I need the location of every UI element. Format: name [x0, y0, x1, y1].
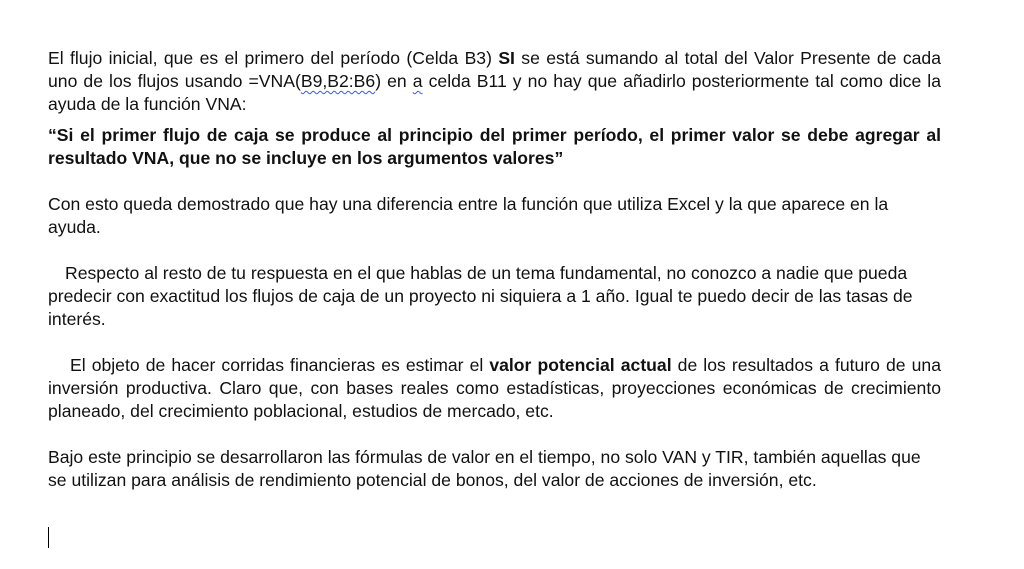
help-quote: “Si el primer flujo de caja se produce al principio del primer período, el primer valor se debe agregar al resultado VNA, que no se incluye en los argumentos valores”	[48, 125, 941, 168]
p1-text-1: El flujo inicial, que es el primero del período (Celda B3)	[48, 48, 499, 68]
paragraph-spacer	[48, 239, 941, 262]
spellcheck-word-a: a	[412, 71, 423, 91]
paragraph-financial-runs	[48, 354, 941, 423]
p4-text-2: de los resultados a futuro de una inversión productiva. Claro que, con bases reales como estadísticas, proyecciones económicas de crecimiento planeado, del crecimiento poblacional, estudios de mercado, etc.	[48, 355, 941, 421]
paragraph-spacer	[48, 331, 941, 354]
spellcheck-formula-args: B9,B2:B6	[300, 71, 376, 91]
paragraph-spacer	[48, 170, 941, 193]
paragraph-forecast: Respecto al resto de tu respuesta en el que hablas de un tema fundamental, no conozco a nadie que pueda predecir con exactitud los flujos de caja de un proyecto ni siquiera a 1 año. Igual te puedo decir de las tasas de interés.	[48, 263, 913, 329]
p1-text-3: ) en	[375, 71, 413, 91]
si-emphasis: SI	[498, 48, 515, 68]
p1-text-2: se está sumando al total del Valor Presente de cada uno de los flujos usando =VNA(	[48, 48, 941, 91]
document-body[interactable]	[48, 47, 941, 492]
paragraph-time-value: Bajo este principio se desarrollaron las fórmulas de valor en el tiempo, no solo VAN y TIR, también aquellas que se utilizan para análisis de rendimiento potencial de bonos, del valor de acciones de inversión, etc.	[48, 447, 921, 490]
text-cursor	[48, 527, 49, 548]
paragraph-conclusion: Con esto queda demostrado que hay una diferencia entre la función que utiliza Excel y la que aparece en la ayuda.	[48, 194, 889, 237]
valor-potencial-emphasis: valor potencial actual	[489, 355, 672, 375]
paragraph-spacer	[48, 116, 941, 124]
paragraph-vna-explanation	[48, 47, 941, 116]
p1-text-4: celda B11 y no hay que añadirlo posteriormente tal como dice la ayuda de la función VNA:	[48, 71, 941, 114]
p4-text-1: El objeto de hacer corridas financieras es estimar el	[70, 355, 490, 375]
paragraph-spacer	[48, 423, 941, 446]
